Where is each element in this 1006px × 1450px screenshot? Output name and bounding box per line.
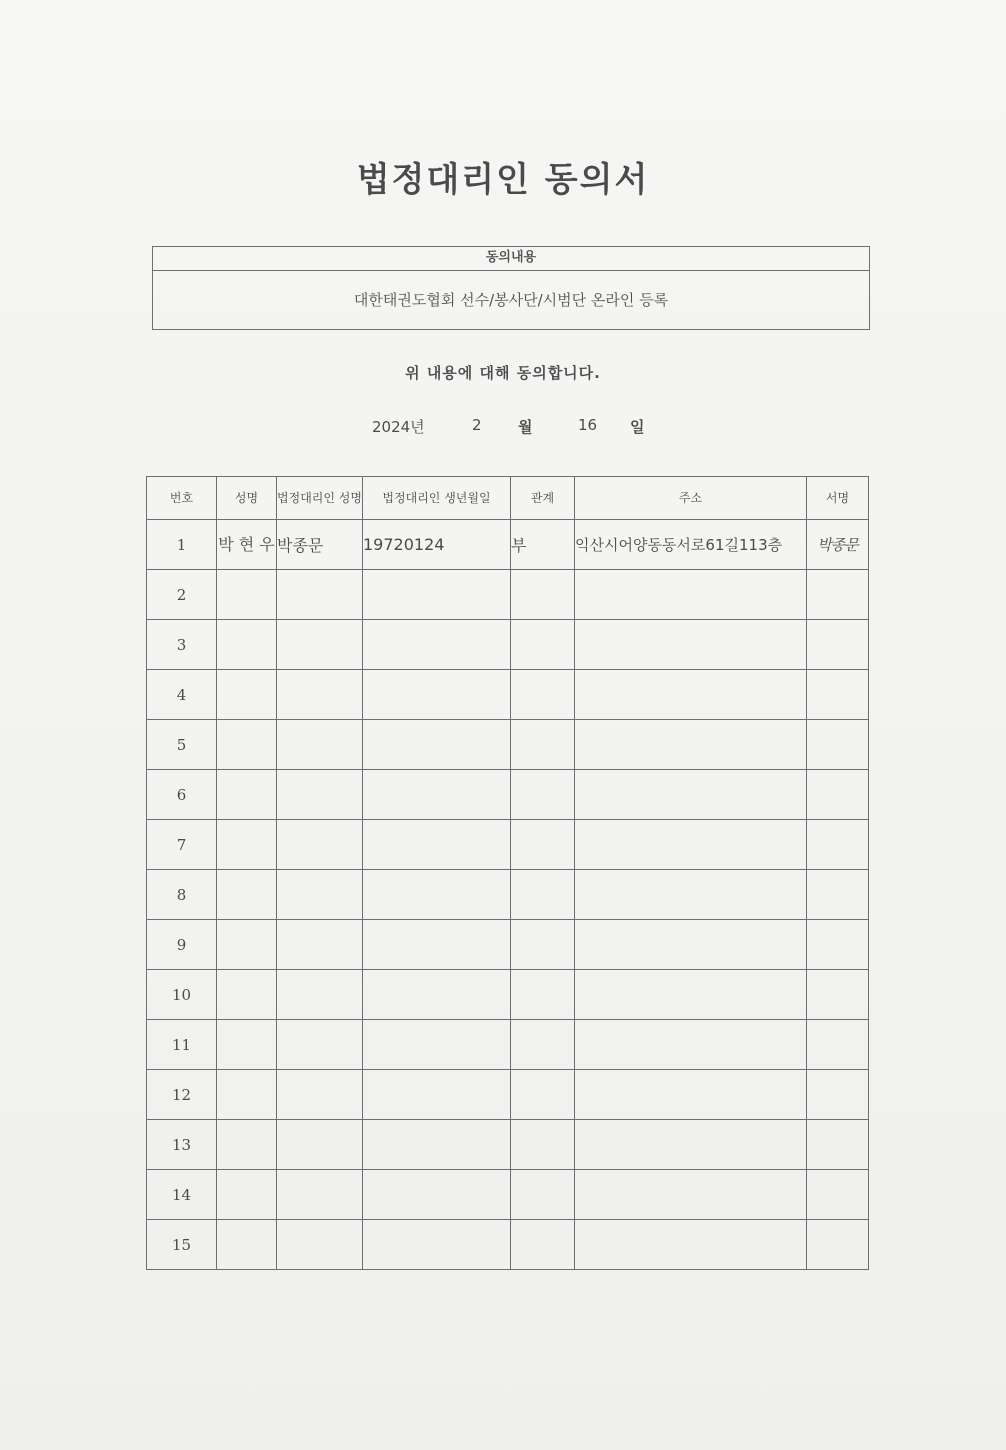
address-cell — [575, 1170, 807, 1220]
table-row — [147, 870, 869, 920]
guardian-name-cell — [277, 720, 363, 770]
address-cell — [575, 620, 807, 670]
student-name-cell — [217, 970, 277, 1020]
header-number: 번호 — [147, 477, 217, 520]
agree-statement: 위 내용에 대해 동의합니다. — [405, 364, 601, 382]
relation-cell — [511, 720, 575, 770]
relation-cell — [511, 920, 575, 970]
guardian-birth-cell — [363, 620, 511, 670]
signature-cell — [807, 1020, 869, 1070]
table-body — [147, 520, 869, 1270]
signature-cell — [807, 1220, 869, 1270]
guardian-name-cell — [277, 1120, 363, 1170]
guardian-name-cell — [277, 1170, 363, 1220]
table-row — [147, 1120, 869, 1170]
relation-cell — [511, 1220, 575, 1270]
table-row — [147, 820, 869, 870]
student-name-cell — [217, 620, 277, 670]
row-number-cell: 1 — [147, 520, 217, 570]
signature-cell — [807, 970, 869, 1020]
guardian-birth-cell — [363, 720, 511, 770]
relation-cell — [511, 1020, 575, 1070]
address-cell — [575, 670, 807, 720]
row-number-cell: 11 — [147, 1020, 217, 1070]
relation-cell — [511, 870, 575, 920]
signature-cell — [807, 670, 869, 720]
table-row — [147, 620, 869, 670]
row-number-cell: 13 — [147, 1120, 217, 1170]
consent-header: 동의내용 — [153, 247, 869, 271]
guardian-birth-cell — [363, 670, 511, 720]
header-address: 주소 — [575, 477, 807, 520]
row-number-cell: 15 — [147, 1220, 217, 1270]
student-name-cell — [217, 570, 277, 620]
table-row — [147, 970, 869, 1020]
guardian-birth-cell — [363, 970, 511, 1020]
signature-cell — [807, 720, 869, 770]
row-number-cell: 12 — [147, 1070, 217, 1120]
table-row — [147, 520, 869, 570]
student-name-cell — [217, 770, 277, 820]
row-number-cell: 3 — [147, 620, 217, 670]
guardian-birth-cell — [363, 1020, 511, 1070]
guardian-name-cell — [277, 1220, 363, 1270]
address-cell — [575, 1220, 807, 1270]
student-name-cell — [217, 1070, 277, 1120]
signature-cell — [807, 1120, 869, 1170]
row-number-cell: 5 — [147, 720, 217, 770]
table-row — [147, 720, 869, 770]
row-number-cell: 14 — [147, 1170, 217, 1220]
date-year: 2024년 — [372, 418, 425, 436]
relation-cell — [511, 670, 575, 720]
student-name-cell — [217, 1120, 277, 1170]
date-day-unit: 일 — [630, 418, 645, 436]
signature-cell — [807, 570, 869, 620]
guardian-table — [146, 476, 869, 1270]
row-number-cell: 8 — [147, 870, 217, 920]
student-name-cell — [217, 670, 277, 720]
student-name-cell — [217, 870, 277, 920]
address-cell — [575, 1070, 807, 1120]
guardian-name-cell — [277, 1020, 363, 1070]
table-row — [147, 1020, 869, 1070]
date-day: 16 — [578, 416, 598, 434]
signature-cell: 박종문 — [807, 520, 869, 570]
date-month: 2 — [472, 416, 482, 434]
student-name-cell — [217, 1220, 277, 1270]
row-number-cell: 4 — [147, 670, 217, 720]
row-number-cell: 9 — [147, 920, 217, 970]
guardian-birth-cell — [363, 770, 511, 820]
guardian-name-cell — [277, 970, 363, 1020]
relation-cell — [511, 570, 575, 620]
relation-cell — [511, 970, 575, 1020]
header-signature: 서명 — [807, 477, 869, 520]
relation-cell — [511, 1120, 575, 1170]
guardian-birth-cell — [363, 1120, 511, 1170]
signature-cell — [807, 920, 869, 970]
guardian-name-cell — [277, 670, 363, 720]
address-cell — [575, 1120, 807, 1170]
table-row — [147, 670, 869, 720]
guardian-birth-cell — [363, 570, 511, 620]
guardian-birth-cell: 19720124 — [363, 520, 511, 570]
guardian-birth-cell — [363, 1070, 511, 1120]
header-guardian-birth: 법정대리인 생년월일 — [363, 477, 511, 520]
table-row — [147, 1220, 869, 1270]
guardian-name-cell — [277, 920, 363, 970]
guardian-birth-cell — [363, 1220, 511, 1270]
consent-text: 대한태권도협회 선수/봉사단/시범단 온라인 등록 — [353, 291, 669, 309]
table-header-row — [147, 477, 869, 520]
student-name-cell — [217, 1020, 277, 1070]
address-cell: 익산시어양동동서로61길113층 — [575, 520, 807, 570]
guardian-birth-cell — [363, 920, 511, 970]
table-row — [147, 770, 869, 820]
row-number-cell: 2 — [147, 570, 217, 620]
student-name-cell — [217, 920, 277, 970]
address-cell — [575, 820, 807, 870]
guardian-name-cell — [277, 870, 363, 920]
address-cell — [575, 720, 807, 770]
student-name-cell — [217, 1170, 277, 1220]
relation-cell — [511, 1170, 575, 1220]
guardian-birth-cell — [363, 870, 511, 920]
relation-cell — [511, 620, 575, 670]
table-row — [147, 570, 869, 620]
signature-cell — [807, 1070, 869, 1120]
address-cell — [575, 570, 807, 620]
guardian-name-cell — [277, 820, 363, 870]
relation-cell — [511, 1070, 575, 1120]
header-relation: 관계 — [511, 477, 575, 520]
signature-cell — [807, 1170, 869, 1220]
guardian-name-cell — [277, 570, 363, 620]
header-guardian-name: 법정대리인 성명 — [277, 477, 363, 520]
guardian-birth-cell — [363, 1170, 511, 1220]
address-cell — [575, 770, 807, 820]
relation-cell: 부 — [511, 520, 575, 570]
row-number-cell: 6 — [147, 770, 217, 820]
student-name-cell: 박 현 우 — [217, 520, 277, 570]
table-row — [147, 1170, 869, 1220]
guardian-birth-cell — [363, 820, 511, 870]
header-name: 성명 — [217, 477, 277, 520]
signature-cell — [807, 870, 869, 920]
student-name-cell — [217, 720, 277, 770]
table-row — [147, 1070, 869, 1120]
date-month-unit: 월 — [518, 418, 533, 436]
address-cell — [575, 1020, 807, 1070]
address-cell — [575, 970, 807, 1020]
signature-cell — [807, 620, 869, 670]
document-title: 법정대리인 동의서 — [356, 160, 650, 200]
guardian-name-cell — [277, 770, 363, 820]
row-number-cell: 7 — [147, 820, 217, 870]
signature-cell — [807, 770, 869, 820]
row-number-cell: 10 — [147, 970, 217, 1020]
relation-cell — [511, 770, 575, 820]
student-name-cell — [217, 820, 277, 870]
consent-box — [152, 246, 870, 330]
address-cell — [575, 870, 807, 920]
guardian-name-cell: 박종문 — [277, 520, 363, 570]
signature-cell — [807, 820, 869, 870]
address-cell — [575, 920, 807, 970]
guardian-name-cell — [277, 620, 363, 670]
guardian-name-cell — [277, 1070, 363, 1120]
relation-cell — [511, 820, 575, 870]
table-row — [147, 920, 869, 970]
